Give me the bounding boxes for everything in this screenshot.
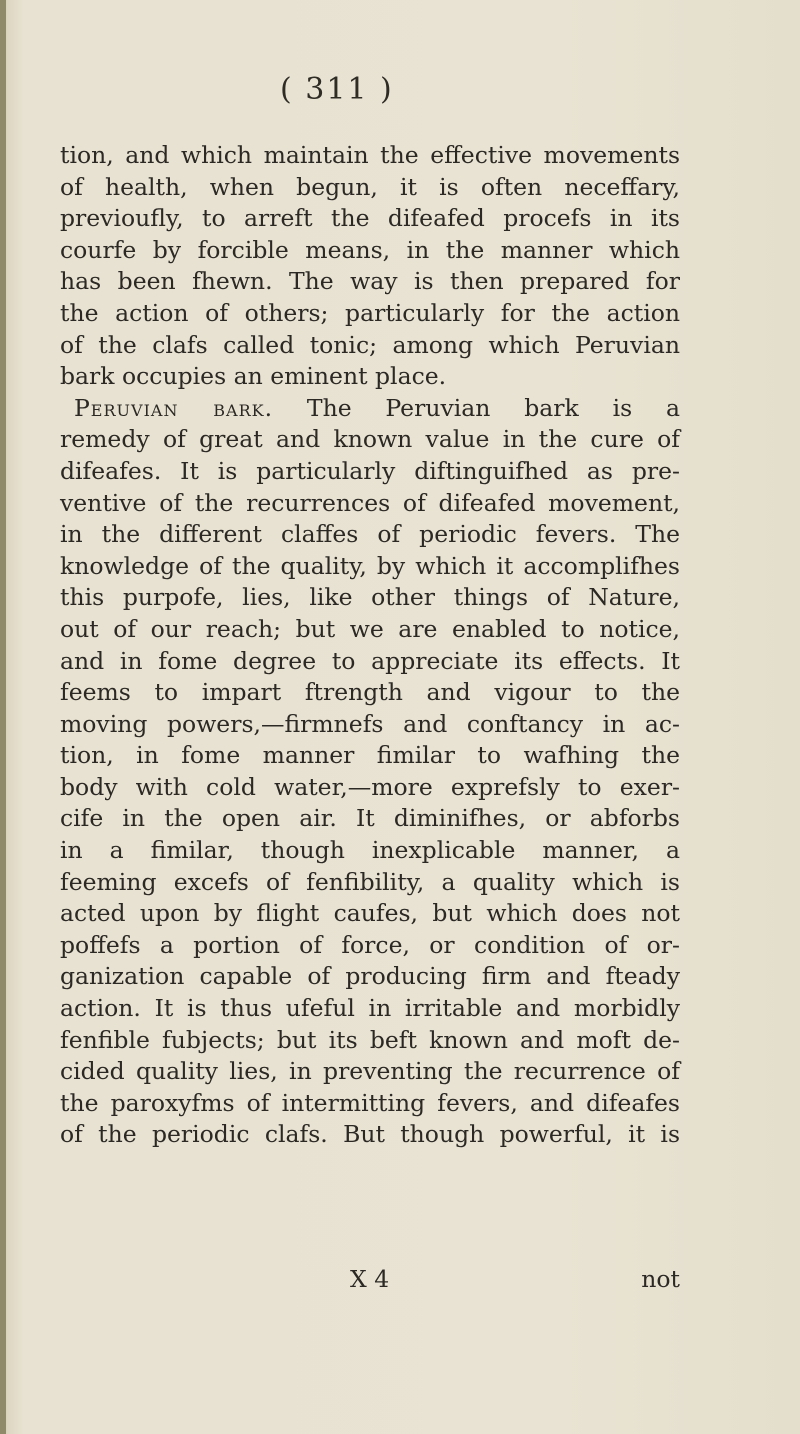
text-line: courfe by forcible means, in the manner which bbox=[60, 235, 680, 264]
text-line: bark occupies an eminent place. bbox=[60, 362, 447, 391]
text-line: cided quality lies, in preventing the recurrence of bbox=[60, 1057, 680, 1086]
text-line: feeming excefs of fenfibility, a quality which is bbox=[60, 867, 680, 896]
binding-gutter bbox=[0, 0, 6, 1434]
text-line: ganization capable of producing firm and fteady bbox=[60, 962, 680, 991]
text-line: ventive of the recurrences of difeafed movement, bbox=[60, 488, 680, 517]
text-line: poffefs a portion of force, or condition of or- bbox=[60, 930, 680, 959]
text-line: fenfible fubjects; but its beft known and moft de- bbox=[60, 1025, 680, 1054]
text-line: in the different claffes of periodic fevers. The bbox=[60, 520, 680, 549]
text-line: and in fome degree to appreciate its effects. It bbox=[60, 646, 680, 675]
text-line: in a fimilar, though inexplicable manner, a bbox=[60, 836, 680, 865]
text-line: previoufly, to arreft the difeafed procefs in its bbox=[60, 204, 680, 233]
signature-mark: X 4 bbox=[350, 1265, 390, 1293]
text-line: knowledge of the quality, by which it accomplifhes bbox=[60, 551, 680, 580]
text-line: remedy of great and known value in the cure of bbox=[60, 425, 680, 454]
section-heading-line bbox=[60, 393, 680, 425]
text-line: moving powers,—firmnefs and conftancy in ac- bbox=[60, 709, 680, 738]
text-line: of the periodic clafs. But though powerful, it is bbox=[60, 1120, 680, 1149]
text-line: out of our reach; but we are enabled to notice, bbox=[60, 614, 680, 643]
text-line: cife in the open air. It diminifhes, or abforbs bbox=[60, 804, 680, 833]
text-line: body with cold water,—more exprefsly to exer- bbox=[60, 772, 680, 801]
text-line: The Peruvian bark is a bbox=[306, 393, 680, 422]
text-line: of the clafs called tonic; among which Peruvian bbox=[60, 330, 680, 359]
text-line: has been fhewn. The way is then prepared for bbox=[60, 267, 680, 296]
text-line: tion, in fome manner fimilar to wafhing the bbox=[60, 741, 680, 770]
section-heading: Peruvian bark. bbox=[74, 393, 274, 422]
catchword: not bbox=[641, 1265, 680, 1293]
text-line: feems to impart ftrength and vigour to the bbox=[60, 678, 680, 707]
body-text bbox=[60, 140, 680, 1151]
text-line: action. It is thus ufeful in irritable and morbidly bbox=[60, 994, 680, 1023]
text-line: the action of others; particularly for the action bbox=[60, 298, 680, 327]
page-footer bbox=[60, 1265, 680, 1297]
text-line: difeafes. It is particularly diftinguifhed as pre- bbox=[60, 456, 680, 485]
text-line: tion, and which maintain the effective movements bbox=[60, 141, 680, 169]
text-line: of health, when begun, it is often neceffary, bbox=[60, 172, 680, 201]
text-line: the paroxyfms of intermitting fevers, and difeafes bbox=[60, 1088, 680, 1117]
page-number: ( 311 ) bbox=[280, 72, 394, 107]
text-line: this purpofe, lies, like other things of Nature, bbox=[60, 583, 680, 612]
text-line: acted upon by flight caufes, but which does not bbox=[60, 899, 680, 928]
